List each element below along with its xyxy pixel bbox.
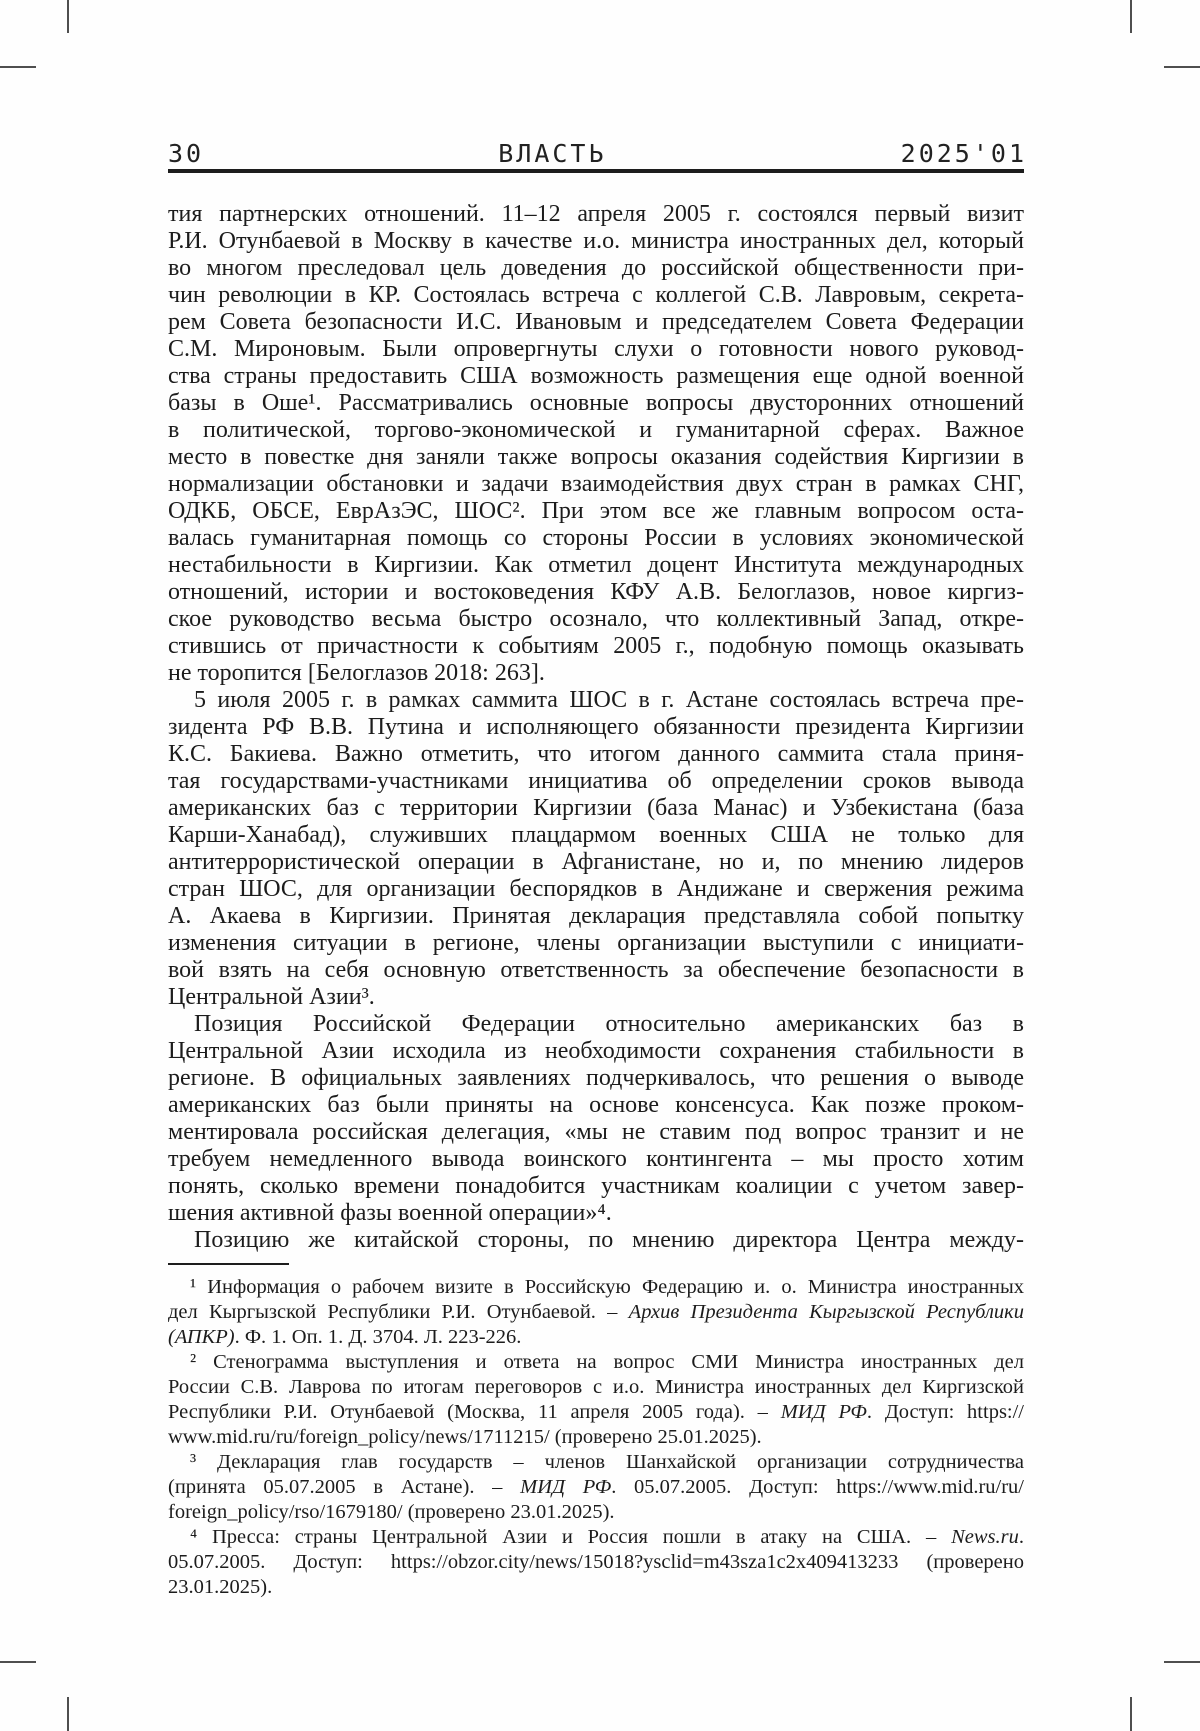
body-line: отношений, истории и востоковедения КФУ А.В. Белоглазов, новое киргиз- bbox=[168, 579, 1024, 605]
footnote-text: 23.01.2025). bbox=[168, 1576, 273, 1598]
footnote-text: Республики Р.И. Отунбаевой (Москва, 11 апреля 2005 года). – bbox=[168, 1401, 781, 1423]
footnote-line bbox=[168, 1450, 1024, 1475]
crop-mark-top-right-horizontal bbox=[1164, 66, 1200, 68]
issue-label: 2025'01 bbox=[900, 139, 1027, 168]
footnote-text: (принята 05.07.2005 в Астане). – bbox=[168, 1476, 521, 1498]
body-line: американских баз были приняты на основе консенсуса. Как позже проком- bbox=[168, 1092, 1024, 1118]
footnote-line bbox=[168, 1350, 1024, 1375]
body-line: А. Акаева в Киргизии. Принятая декларация представляла собой попытку bbox=[168, 903, 1024, 929]
body-line: С.М. Мироновым. Были опровергнуты слухи о готовности нового руковод- bbox=[168, 336, 1024, 362]
footnote-line bbox=[168, 1275, 1024, 1300]
footnote-1 bbox=[168, 1275, 1024, 1350]
page-content bbox=[168, 139, 1027, 1600]
paragraph-1 bbox=[168, 201, 1024, 687]
body-line: Позицию же китайской стороны, по мнению директора Центра между- bbox=[194, 1227, 1024, 1253]
body-line: изменения ситуации в регионе, члены организации выступили с инициати- bbox=[168, 930, 1024, 956]
article-body bbox=[168, 201, 1024, 1254]
footnote-text: ⁴ Пресса: страны Центральной Азии и Россия пошли в атаку на США. – bbox=[190, 1526, 952, 1548]
footnote-text: . Ф. 1. Оп. 1. Д. 3704. Л. 223-226. bbox=[234, 1326, 522, 1348]
footnote-text: ² Стенограмма выступления и ответа на вопрос СМИ Министра иностранных дел bbox=[190, 1351, 1024, 1373]
footnote-source-italic: МИД РФ bbox=[520, 1476, 612, 1498]
body-line: нестабильности в Киргизии. Как отметил доцент Института международных bbox=[168, 552, 1024, 578]
body-line: Центральной Азии исходила из необходимости сохранения стабильности в bbox=[168, 1038, 1024, 1064]
footnote-source-italic: МИД РФ bbox=[780, 1401, 867, 1423]
body-line: нормализации обстановки и задачи взаимодействия двух стран в рамках СНГ, bbox=[168, 471, 1024, 497]
footnote-text: России С.В. Лаврова по итогам переговоров с и.о. Министра иностранных дел Киргизской bbox=[168, 1376, 1024, 1398]
footnote-2 bbox=[168, 1350, 1024, 1450]
body-line: антитеррористической операции в Афганистане, но и, по мнению лидеров bbox=[168, 849, 1024, 875]
footnote-line bbox=[168, 1400, 1024, 1425]
body-line: стран ШОС, для организации беспорядков в Андижане и свержения режима bbox=[168, 876, 1024, 902]
crop-mark-bottom-right-vertical bbox=[1130, 1697, 1132, 1731]
footnote-line bbox=[168, 1525, 1024, 1550]
footnote-4 bbox=[168, 1525, 1024, 1600]
crop-mark-top-left-horizontal bbox=[0, 66, 36, 68]
body-line: не торопится [Белоглазов 2018: 263]. bbox=[168, 660, 545, 686]
crop-mark-bottom-left-vertical bbox=[67, 1697, 69, 1731]
body-line: валась гуманитарная помощь со стороны России в условиях экономической bbox=[168, 525, 1024, 551]
body-line: тая государствами-участниками инициатива об определении сроков вывода bbox=[168, 768, 1024, 794]
body-line: ОДКБ, ОБСЕ, ЕврАзЭС, ШОС². При этом все же главным вопросом оста- bbox=[168, 498, 1024, 524]
crop-mark-top-left-vertical bbox=[67, 0, 69, 33]
footnote-text: ³ Декларация глав государств – членов Шанхайской организации сотрудничества bbox=[190, 1451, 1024, 1473]
body-line: понять, сколько времени понадобится участникам коалиции с учетом завер- bbox=[168, 1173, 1024, 1199]
body-line: 5 июля 2005 г. в рамках саммита ШОС в г. Астане состоялась встреча пре- bbox=[194, 687, 1024, 713]
body-line: место в повестке дня заняли также вопросы оказания содействия Киргизии в bbox=[168, 444, 1024, 470]
crop-mark-bottom-left-horizontal bbox=[0, 1661, 36, 1663]
journal-title: ВЛАСТЬ bbox=[498, 139, 607, 168]
body-line: американских баз с территории Киргизии (база Манас) и Узбекистана (база bbox=[168, 795, 1024, 821]
body-line: вой взять на себя основную ответственность за обеспечение безопасности в bbox=[168, 957, 1024, 983]
body-line: рем Совета безопасности И.С. Ивановым и председателем Совета Федерации bbox=[168, 309, 1024, 335]
body-line: зидента РФ В.В. Путина и исполняющего обязанности президента Киргизии bbox=[168, 714, 1024, 740]
body-line: Центральной Азии³. bbox=[168, 984, 375, 1010]
body-line: регионе. В официальных заявлениях подчеркивалось, что решения о выводе bbox=[168, 1065, 1024, 1091]
body-line: Р.И. Отунбаевой в Москву в качестве и.о. министра иностранных дел, который bbox=[168, 228, 1024, 254]
body-line: во многом преследовал цель доведения до российской общественности при- bbox=[168, 255, 1024, 281]
header-rule bbox=[168, 169, 1024, 173]
footnote-text: дел Кыргызской Республики Р.И. Отунбаевой. – bbox=[168, 1301, 629, 1323]
body-line: ское руководство весьма быстро осознало, что коллективный Запад, откре- bbox=[168, 606, 1024, 632]
crop-mark-bottom-right-horizontal bbox=[1164, 1661, 1200, 1663]
footnote-3 bbox=[168, 1450, 1024, 1525]
footnote-text: . Доступ: https:// bbox=[866, 1401, 1025, 1423]
body-line: К.С. Бакиева. Важно отметить, что итогом данного саммита стала приня- bbox=[168, 741, 1024, 767]
footnote-line bbox=[168, 1375, 1024, 1400]
body-line: Позиция Российской Федерации относительно американских баз в bbox=[194, 1011, 1024, 1037]
body-line: ства страны предоставить США возможность размещения еще одной военной bbox=[168, 363, 1024, 389]
footnotes-section bbox=[168, 1275, 1024, 1600]
footnote-source-italic: (АПКР) bbox=[168, 1326, 235, 1348]
body-line: в политической, торгово-экономической и гуманитарной сферах. Важное bbox=[168, 417, 1024, 443]
footnote-line bbox=[168, 1575, 1024, 1600]
footnote-source-italic: Архив Президента Кыргызской Республики bbox=[628, 1301, 1024, 1323]
body-line: стившись от причастности к событиям 2005 г., подобную помощь оказывать bbox=[168, 633, 1024, 659]
footnote-source-italic: News.ru bbox=[951, 1526, 1019, 1548]
footnote-text: . 05.07.2005. Доступ: https://www.mid.ru/ru/ bbox=[611, 1476, 1025, 1498]
footnote-separator bbox=[168, 1263, 289, 1265]
footnote-url: foreign_policy/rso/1679180/ (проверено 23.01.2025). bbox=[168, 1501, 615, 1523]
footnote-line bbox=[168, 1500, 1024, 1525]
footnote-line bbox=[168, 1425, 1024, 1450]
crop-mark-top-right-vertical bbox=[1130, 0, 1132, 33]
page-number: 30 bbox=[168, 139, 205, 168]
body-line: ментировала российская делегация, «мы не ставим под вопрос транзит и не bbox=[168, 1119, 1024, 1145]
paragraph-3 bbox=[168, 1011, 1024, 1227]
footnote-url: www.mid.ru/ru/foreign_policy/news/1711215/ (проверено 25.01.2025). bbox=[168, 1426, 762, 1448]
footnote-line bbox=[168, 1475, 1024, 1500]
footnote-text: ¹ Информация о рабочем визите в Российскую Федерацию и. о. Министра иностранных bbox=[190, 1276, 1024, 1298]
footnote-line bbox=[168, 1550, 1024, 1575]
body-line: базы в Оше¹. Рассматривались основные вопросы двусторонних отношений bbox=[168, 390, 1024, 416]
footnote-line bbox=[168, 1325, 1024, 1350]
footnote-line bbox=[168, 1300, 1024, 1325]
body-line: шения активной фазы военной операции»⁴. bbox=[168, 1200, 612, 1226]
body-line: тия партнерских отношений. 11–12 апреля 2005 г. состоялся первый визит bbox=[168, 201, 1024, 227]
body-line: чин революции в КР. Состоялась встреча с коллегой С.В. Лавровым, секрета- bbox=[168, 282, 1024, 308]
body-line: Карши-Ханабад), служивших плацдармом военных США не только для bbox=[168, 822, 1024, 848]
footnote-url: 05.07.2005. Доступ: https://obzor.city/news/15018?ysclid=m43sza1c2x409413233 (проверено bbox=[168, 1551, 1024, 1573]
body-line: требуем немедленного вывода воинского контингента – мы просто хотим bbox=[168, 1146, 1024, 1172]
paragraph-2 bbox=[168, 687, 1024, 1011]
footnote-text: . bbox=[1018, 1526, 1024, 1548]
running-header bbox=[168, 139, 1027, 169]
paragraph-4 bbox=[168, 1227, 1024, 1254]
